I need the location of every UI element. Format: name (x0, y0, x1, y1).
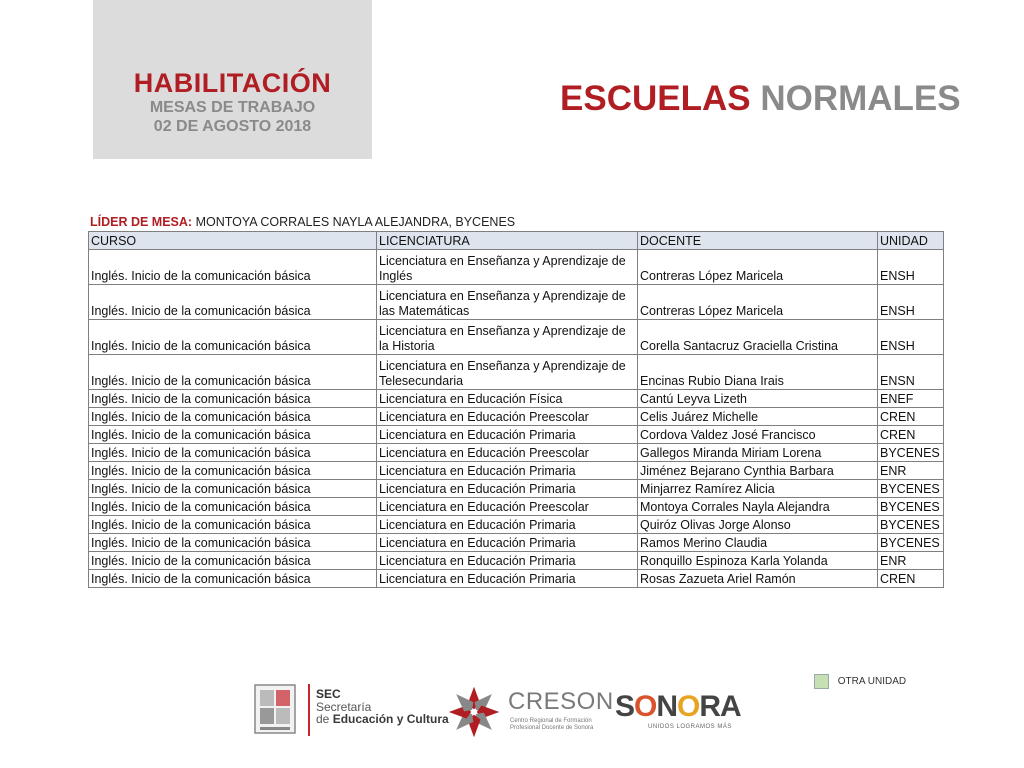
table-row (89, 390, 944, 408)
creson-logo-icon (446, 684, 502, 740)
table-row (89, 498, 944, 516)
cell-docente: Celis Juárez Michelle (638, 408, 878, 426)
cell-curso: Inglés. Inicio de la comunicación básica (89, 498, 377, 516)
cell-curso: Inglés. Inicio de la comunicación básica (89, 426, 377, 444)
page-title (560, 78, 960, 120)
legend (814, 674, 906, 689)
sonora-part-n: N (656, 690, 678, 723)
cell-unidad: ENSH (878, 250, 944, 285)
cell-unidad: ENSH (878, 320, 944, 355)
cell-curso: Inglés. Inicio de la comunicación básica (89, 570, 377, 588)
table-row (89, 444, 944, 462)
cell-docente: Rosas Zazueta Ariel Ramón (638, 570, 878, 588)
table-row (89, 285, 944, 320)
cell-docente: Contreras López Maricela (638, 285, 878, 320)
sec-line3a: de (316, 712, 333, 726)
footer-logos (250, 682, 770, 744)
sonora-part-ra: RA (699, 690, 741, 723)
table-row (89, 426, 944, 444)
sec-line2: Secretaría (316, 699, 372, 714)
col-header-licenciatura: LICENCIATURA (377, 232, 638, 250)
cell-docente: Contreras López Maricela (638, 250, 878, 285)
cell-licenciatura: Licenciatura en Educación Primaria (377, 534, 638, 552)
cell-licenciatura: Licenciatura en Educación Física (377, 390, 638, 408)
cell-licenciatura: Licenciatura en Educación Primaria (377, 552, 638, 570)
cell-licenciatura: Licenciatura en Educación Primaria (377, 462, 638, 480)
sec-seal-icon (252, 682, 298, 736)
table-row (89, 408, 944, 426)
cell-unidad: CREN (878, 426, 944, 444)
cell-docente: Gallegos Miranda Miriam Lorena (638, 444, 878, 462)
cell-docente: Minjarrez Ramírez Alicia (638, 480, 878, 498)
cell-curso: Inglés. Inicio de la comunicación básica (89, 390, 377, 408)
sonora-logo (615, 690, 741, 724)
table-row (89, 462, 944, 480)
table-container (88, 214, 943, 588)
cell-licenciatura: Licenciatura en Enseñanza y Aprendizaje de las Matemáticas (377, 285, 638, 320)
cell-curso: Inglés. Inicio de la comunicación básica (89, 250, 377, 285)
sonora-part-s: S (615, 690, 635, 723)
cell-docente: Encinas Rubio Diana Irais (638, 355, 878, 390)
table-row (89, 355, 944, 390)
table-row (89, 320, 944, 355)
cell-docente: Cantú Leyva Lizeth (638, 390, 878, 408)
cell-unidad: BYCENES (878, 498, 944, 516)
cell-curso: Inglés. Inicio de la comunicación básica (89, 355, 377, 390)
teachers-table (88, 231, 944, 588)
legend-swatch (814, 674, 829, 689)
cell-licenciatura: Licenciatura en Enseñanza y Aprendizaje de Inglés (377, 250, 638, 285)
cell-licenciatura: Licenciatura en Enseñanza y Aprendizaje de Telesecundaria (377, 355, 638, 390)
cell-unidad: BYCENES (878, 516, 944, 534)
page-title-part1: ESCUELAS (560, 79, 751, 118)
cell-docente: Montoya Corrales Nayla Alejandra (638, 498, 878, 516)
sec-line1: SEC (316, 687, 341, 701)
cell-curso: Inglés. Inicio de la comunicación básica (89, 444, 377, 462)
cell-licenciatura: Licenciatura en Educación Primaria (377, 480, 638, 498)
cell-curso: Inglés. Inicio de la comunicación básica (89, 285, 377, 320)
cell-unidad: ENR (878, 552, 944, 570)
cell-unidad: BYCENES (878, 480, 944, 498)
sonora-tagline: UNIDOS LOGRAMOS MÁS (648, 724, 732, 730)
creson-subtitle: Centro Regional de Formación Profesional Docente de Sonora (510, 718, 594, 731)
col-header-curso: CURSO (89, 232, 377, 250)
page-title-part2: NORMALES (760, 79, 961, 118)
table-row (89, 534, 944, 552)
table-row (89, 570, 944, 588)
cell-docente: Quiróz Olivas Jorge Alonso (638, 516, 878, 534)
cell-unidad: ENR (878, 462, 944, 480)
sec-logo-text (316, 688, 449, 726)
cell-unidad: BYCENES (878, 534, 944, 552)
cell-unidad: ENSN (878, 355, 944, 390)
cell-docente: Corella Santacruz Graciella Cristina (638, 320, 878, 355)
table-row (89, 516, 944, 534)
cell-curso: Inglés. Inicio de la comunicación básica (89, 516, 377, 534)
cell-licenciatura: Licenciatura en Educación Preescolar (377, 408, 638, 426)
header-date: 02 DE AGOSTO 2018 (153, 118, 312, 135)
leader-value: MONTOYA CORRALES NAYLA ALEJANDRA, BYCENES (195, 215, 516, 229)
cell-licenciatura: Licenciatura en Educación Primaria (377, 516, 638, 534)
header-box (93, 0, 372, 159)
sec-line3b: Educación y Cultura (332, 712, 449, 726)
cell-docente: Ronquillo Espinoza Karla Yolanda (638, 552, 878, 570)
header-subtitle: MESAS DE TRABAJO (149, 99, 316, 116)
cell-curso: Inglés. Inicio de la comunicación básica (89, 320, 377, 355)
leader-label: LÍDER DE MESA: (90, 215, 193, 229)
cell-unidad: CREN (878, 408, 944, 426)
cell-unidad: ENEF (878, 390, 944, 408)
cell-curso: Inglés. Inicio de la comunicación básica (89, 534, 377, 552)
cell-unidad: ENSH (878, 285, 944, 320)
table-row (89, 552, 944, 570)
cell-curso: Inglés. Inicio de la comunicación básica (89, 480, 377, 498)
table-row (89, 250, 944, 285)
sonora-part-o1: O (634, 690, 657, 723)
cell-curso: Inglés. Inicio de la comunicación básica (89, 552, 377, 570)
sonora-part-o2: O (677, 690, 700, 723)
col-header-docente: DOCENTE (638, 232, 878, 250)
table-row (89, 480, 944, 498)
cell-unidad: BYCENES (878, 444, 944, 462)
col-header-unidad: UNIDAD (878, 232, 944, 250)
cell-docente: Ramos Merino Claudia (638, 534, 878, 552)
cell-docente: Jiménez Bejarano Cynthia Barbara (638, 462, 878, 480)
creson-name: CRESON (508, 688, 614, 715)
cell-licenciatura: Licenciatura en Educación Primaria (377, 426, 638, 444)
table-header-row (89, 232, 944, 250)
cell-docente: Cordova Valdez José Francisco (638, 426, 878, 444)
cell-curso: Inglés. Inicio de la comunicación básica (89, 408, 377, 426)
table-body (89, 250, 944, 588)
cell-curso: Inglés. Inicio de la comunicación básica (89, 462, 377, 480)
sec-divider (308, 684, 310, 736)
cell-licenciatura: Licenciatura en Educación Preescolar (377, 444, 638, 462)
table-leader (88, 214, 943, 231)
cell-licenciatura: Licenciatura en Educación Preescolar (377, 498, 638, 516)
header-title: HABILITACIÓN (133, 68, 332, 98)
legend-label: OTRA UNIDAD (837, 676, 907, 688)
cell-licenciatura: Licenciatura en Enseñanza y Aprendizaje de la Historia (377, 320, 638, 355)
cell-unidad: CREN (878, 570, 944, 588)
cell-licenciatura: Licenciatura en Educación Primaria (377, 570, 638, 588)
